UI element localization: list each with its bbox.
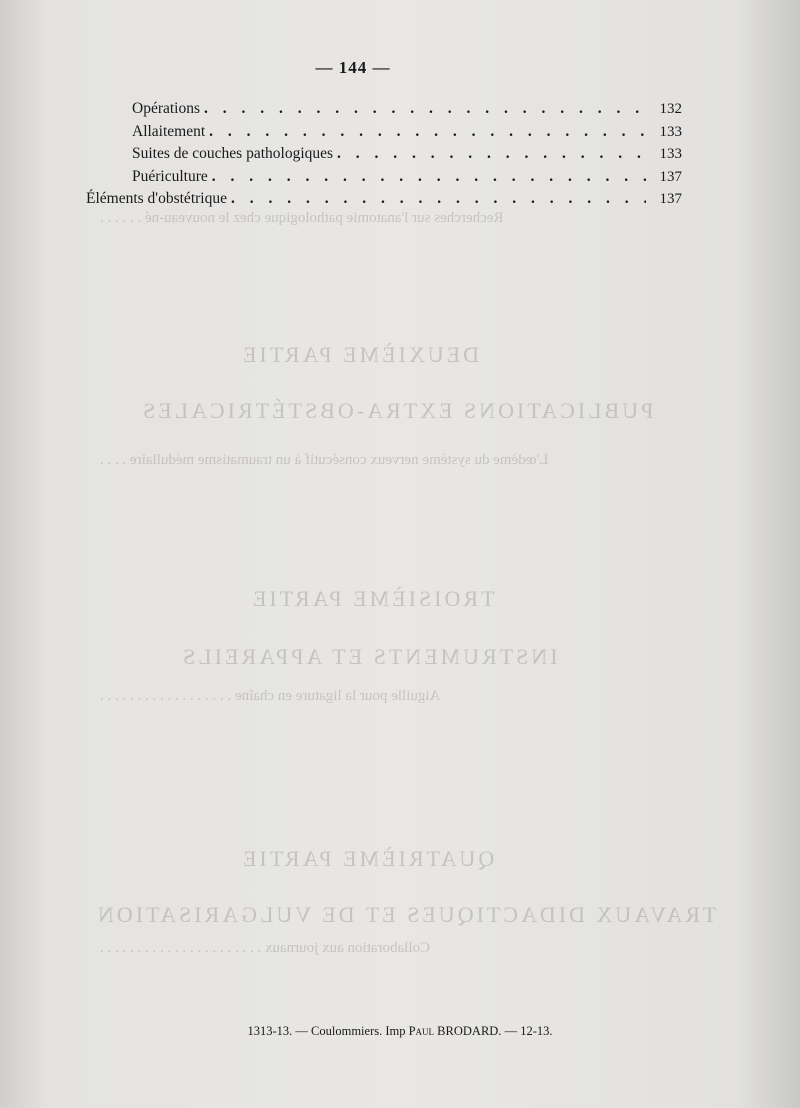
page-number: — 144 — [315,58,391,77]
toc-entry-title: Puériculture [132,167,208,185]
bleed-through-heading: QUATRIÈME PARTIE [240,846,495,871]
toc-entry [86,100,682,123]
toc-entry-title: Éléments d'obstétrique [86,190,227,207]
colophon-suffix: — 12-13. [504,1024,553,1038]
colophon-printer: Paul BRODARD. [408,1024,502,1038]
leader-dots [231,190,646,208]
leader-dots [212,168,646,186]
toc-entry-page: 137 [659,191,682,207]
bleed-through-heading: TROISIÈME PARTIE [250,586,495,611]
bleed-through-heading: PUBLICATIONS EXTRA-OBSTÉTRICALES [140,398,654,423]
toc-entry [86,168,682,191]
printer-colophon [0,1024,800,1039]
bleed-through-heading: TRAVAUX DIDACTIQUES ET DE VULGARISATION [95,902,717,927]
bleed-through-text: Recherches sur l'anatomie pathologique chez le nouveau-né . . . . . . [100,210,504,226]
toc-entry-title: Opérations [132,100,201,117]
leader-dots [204,100,646,118]
toc-entry-title: Allaitement [132,122,206,140]
toc-entry-page: 137 [659,168,682,185]
toc-entry-title: Suites de couches pathologiques [132,145,334,162]
toc-entry-page: 132 [659,101,682,117]
bleed-through-heading: INSTRUMENTS ET APPAREILS [180,644,558,669]
colophon-prefix: 1313-13. — Coulommiers. Imp [247,1024,406,1038]
bleed-through-text: L'œdème du système nerveux consécutif à un traumatisme médullaire . . . . [100,452,549,468]
toc-entry-page: 133 [659,146,682,162]
bleed-through-text: Aiguille pour la ligature en chaîne . . . . . . . . . . . . . . . . . . [100,688,441,704]
table-of-contents [86,100,682,213]
toc-entry [86,145,682,168]
leader-dots [209,123,646,141]
bleed-through-heading: DEUXIÈME PARTIE [240,342,480,367]
toc-entry-page: 133 [659,123,682,140]
toc-entry [86,190,682,213]
leader-dots [337,145,646,163]
toc-entry [86,123,682,146]
bleed-through-text: Collaboration aux journaux . . . . . . . . . . . . . . . . . . . . . . [100,940,430,956]
